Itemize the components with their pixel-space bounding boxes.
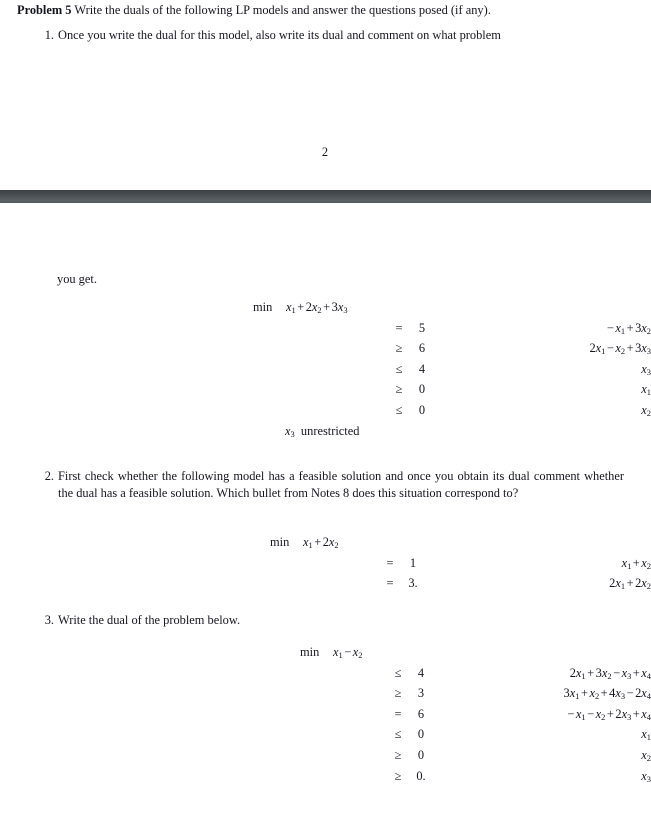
list-item-2 xyxy=(44,468,624,501)
model-1-constraint-4-relation: ≥ xyxy=(395,382,403,397)
model-1-constraint-3-lhs: $x_3$ xyxy=(641,361,651,377)
model-3-constraint-2-relation: ≥ xyxy=(394,686,402,701)
model-3-constraint-row xyxy=(0,748,651,769)
model-1-constraint-row xyxy=(0,382,651,403)
model-1-constraint-2-rhs: 6 xyxy=(418,341,426,356)
model-3-constraint-6-rhs: 0. xyxy=(416,768,426,783)
model-3-constraint-1-lhs: $2x_1 + 3x_2 - x_3 + x_4$ xyxy=(569,665,651,681)
lp-model-3 xyxy=(0,645,651,789)
model-3-constraint-1-relation: ≤ xyxy=(394,665,402,680)
continuation-text: you get. xyxy=(57,272,97,286)
model-3-objective: $x_1 - x_2$ xyxy=(333,645,363,661)
lp-model-2 xyxy=(0,535,651,597)
model-1-constraint-2-relation: ≥ xyxy=(395,341,403,356)
model-2-constraint-1-lhs: $x_1 + x_2$ xyxy=(621,555,651,571)
model-3-constraint-row xyxy=(0,666,651,687)
model-2-constraint-2-lhs: $2x_1 + 2x_2$ xyxy=(609,576,651,592)
list-item-2-text: First check whether the following model has a feasible solution and once you obtain its dual comment whether the dual has a feasible solution. Which bullet from Notes 8 does this situation correspond to? xyxy=(58,469,624,500)
page-number: 2 xyxy=(321,145,329,159)
list-item-1-marker: 1. xyxy=(44,28,54,42)
problem-heading xyxy=(17,2,635,19)
model-2-objective-keyword: min xyxy=(270,535,290,549)
model-3-constraint-4-relation: ≤ xyxy=(394,727,402,742)
model-3-constraint-2-rhs: 3 xyxy=(417,686,425,701)
model-3-constraint-3-lhs: − $x_1 - x_2 + 2x_3 + x_4$ xyxy=(567,706,651,722)
model-3-constraint-3-relation: = xyxy=(394,706,402,721)
model-1-constraint-1-relation: = xyxy=(395,320,403,335)
model-3-constraint-4-rhs: 0 xyxy=(417,727,425,742)
model-1-constraint-5-relation: ≤ xyxy=(395,402,403,417)
list-item-1-text: Once you write the dual for this model, also write its dual and comment on what problem xyxy=(58,28,501,42)
page-separator-bar xyxy=(0,190,651,203)
model-3-constraint-5-lhs: $x_2$ xyxy=(641,747,651,764)
model-1-free-variable: $x_3$ unrestricted xyxy=(285,423,360,439)
list-item-3-marker: 3. xyxy=(44,613,54,627)
list-item-3 xyxy=(44,612,624,629)
model-1-objective-keyword: min xyxy=(253,300,273,314)
model-1-constraint-1-rhs: 5 xyxy=(418,320,426,335)
model-3-constraint-3-rhs: 6 xyxy=(417,706,425,721)
model-3-constraint-row xyxy=(0,686,651,707)
model-3-constraint-5-relation: ≥ xyxy=(394,747,402,762)
list-item-3-text: Write the dual of the problem below. xyxy=(58,613,241,627)
model-3-constraint-6-relation: ≥ xyxy=(394,768,402,783)
model-1-constraint-3-rhs: 4 xyxy=(418,361,426,376)
model-1-constraint-4-rhs: 0 xyxy=(418,382,426,397)
model-3-constraint-6-lhs: $x_3$ xyxy=(641,768,651,784)
model-3-constraint-row xyxy=(0,727,651,748)
model-1-constraint-1-lhs: − $x_1 + 3x_2$ xyxy=(606,320,651,336)
model-1-constraint-row xyxy=(0,341,651,362)
model-2-constraint-1-rhs: 1 xyxy=(409,555,417,570)
model-2-constraint-row xyxy=(0,556,651,577)
model-1-free-variable-row xyxy=(0,424,651,445)
model-1-constraint-row xyxy=(0,321,651,342)
problem-heading-text: Write the duals of the following LP models and answer the questions posed (if any). xyxy=(74,3,491,17)
model-2-objective-row xyxy=(0,535,651,556)
model-3-constraint-2-lhs: $3x_1 + x_2 + 4x_3 - 2x_4$ xyxy=(563,686,651,702)
model-3-constraint-row xyxy=(0,707,651,728)
model-1-constraint-row xyxy=(0,362,651,383)
model-2-constraint-2-relation: = xyxy=(386,576,394,591)
model-1-objective: $x_1 + 2x_2 + 3x_3$ xyxy=(286,300,348,316)
model-2-constraint-row xyxy=(0,576,651,597)
model-1-constraint-3-relation: ≤ xyxy=(395,361,403,376)
model-2-constraint-2-rhs: 3. xyxy=(408,576,418,591)
model-1-constraint-4-lhs: $x_1$ xyxy=(641,382,651,398)
model-3-constraint-1-rhs: 4 xyxy=(417,665,425,680)
model-2-objective: $x_1 + 2x_2$ xyxy=(303,535,339,551)
model-1-free-variable-note: unrestricted xyxy=(300,423,360,438)
model-3-constraint-5-rhs: 0 xyxy=(417,747,425,762)
list-item-1 xyxy=(44,27,624,44)
model-1-objective-row xyxy=(0,300,651,321)
model-3-constraint-4-lhs: $x_1$ xyxy=(641,727,651,743)
model-3-objective-row xyxy=(0,645,651,666)
model-2-constraint-1-relation: = xyxy=(386,555,394,570)
model-1-constraint-row xyxy=(0,403,651,424)
lp-model-1 xyxy=(0,300,651,444)
model-3-constraint-row xyxy=(0,769,651,790)
model-3-objective-keyword: min xyxy=(300,645,320,659)
model-1-constraint-2-lhs: $2x_1 - x_2 + 3x_3$ xyxy=(589,341,651,357)
problem-label: Problem 5 xyxy=(17,3,72,17)
list-item-2-marker: 2. xyxy=(44,469,54,483)
model-1-constraint-5-lhs: $x_2$ xyxy=(641,402,651,419)
model-1-constraint-5-rhs: 0 xyxy=(418,402,426,417)
